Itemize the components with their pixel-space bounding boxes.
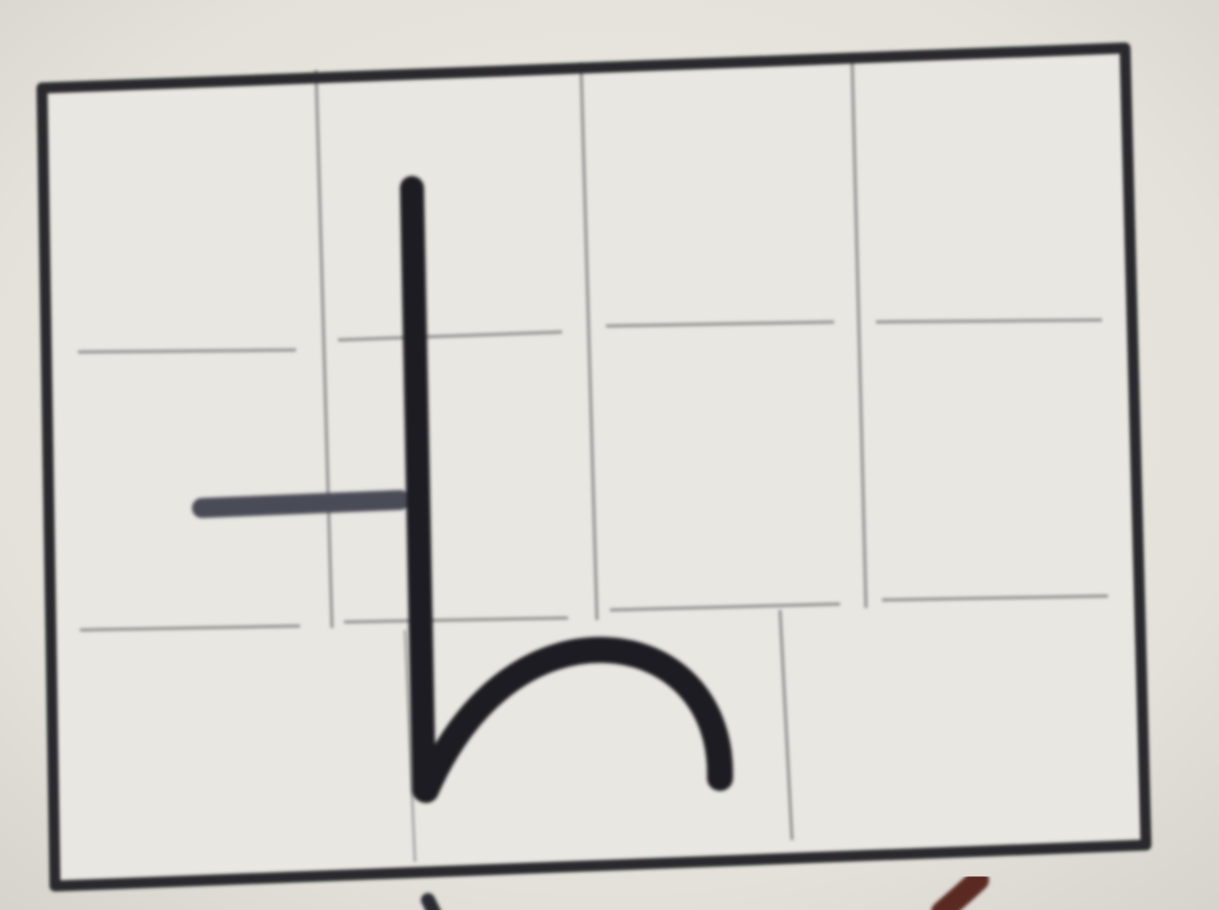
glyph-stroke-horizontal bbox=[202, 500, 400, 508]
glyph-stroke-vertical bbox=[412, 188, 424, 790]
guide-horizontal-upper-1 bbox=[78, 350, 296, 352]
guide-horizontal-upper-4 bbox=[876, 320, 1102, 322]
next-row-stroke-left bbox=[428, 900, 434, 910]
